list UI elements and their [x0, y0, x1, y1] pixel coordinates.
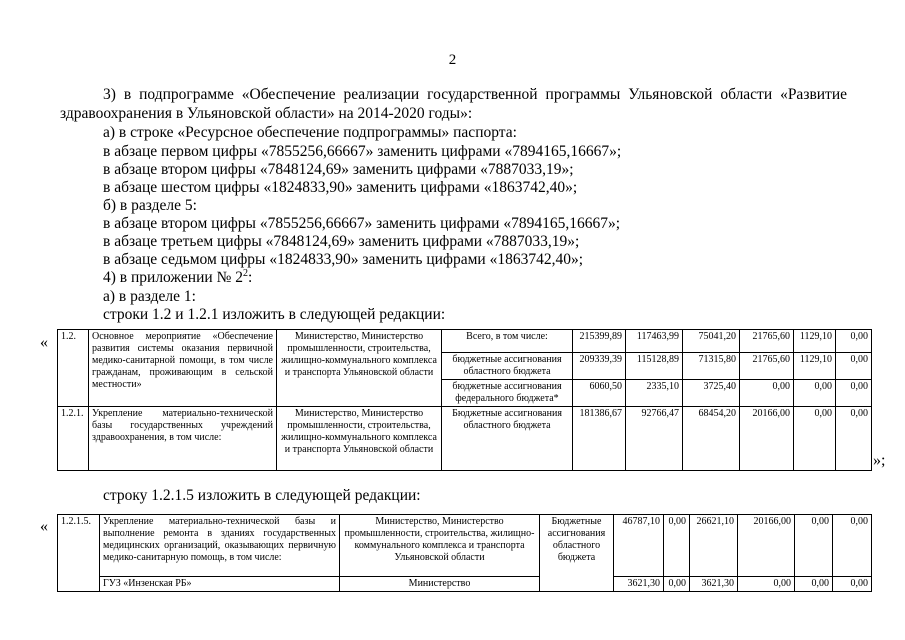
paragraph-subprogram-line2: здравоохранения в Ульяновской области» на 2014-2020 годы»: — [60, 105, 473, 122]
second-instruction: строку 1.2.1.5 изложить в следующей редакции: — [103, 487, 421, 504]
table1-close-quote: »; — [873, 452, 886, 469]
value-cell: 3725,40 — [683, 380, 740, 407]
value-cell: 68454,20 — [683, 407, 740, 471]
item-a-line3: в абзаце шестом цифры «1824833,90» заменить цифрами «1863742,40»; — [103, 179, 578, 196]
value-cell: 0,00 — [795, 515, 833, 577]
value-cell: 21765,60 — [740, 330, 794, 353]
table-1 — [57, 329, 872, 471]
table1-open-quote: « — [40, 334, 48, 351]
value-cell: 0,00 — [836, 353, 872, 380]
value-cell: 1129,10 — [794, 330, 836, 353]
item-b-line1: в абзаце втором цифры «7855256,66667» заменить цифрами «7894165,16667»; — [103, 215, 620, 232]
item-a: а) в строке «Ресурсное обеспечение подпрограммы» паспорта: — [103, 124, 517, 141]
value-cell: 0,00 — [836, 380, 872, 407]
value-cell: 6060,50 — [573, 380, 626, 407]
row-name: Укрепление материально-технической базы и выполнение ремонта в зданиях государственных медицинских организаций, оказывающих первичную медико-санитарную помощь, в том числе: — [100, 515, 340, 577]
value-cell: 92766,47 — [626, 407, 683, 471]
table-row — [58, 330, 872, 353]
row-executor: Министерство — [340, 577, 540, 592]
source-label: бюджетные ассигнования федерального бюджета* — [442, 380, 573, 407]
item-b: б) в разделе 5: — [103, 197, 197, 214]
value-cell: 0,00 — [664, 515, 690, 577]
value-cell: 3621,30 — [614, 577, 664, 592]
value-cell: 75041,20 — [683, 330, 740, 353]
value-cell: 71315,80 — [683, 353, 740, 380]
row-executor: Министерство, Министерство промышленности, строительства, жилищно-коммунального комплекса и транспорта Ульяновской области — [340, 515, 540, 577]
value-cell: 1129,10 — [794, 353, 836, 380]
value-cell: 0,00 — [833, 515, 872, 577]
source-label: бюджетные ассигнования областного бюджета — [442, 353, 573, 380]
value-cell: 0,00 — [664, 577, 690, 592]
page-number: 2 — [448, 52, 457, 68]
row-number: 1.2. — [58, 330, 89, 407]
item-a-line2: в абзаце втором цифры «7848124,69» заменить цифрами «7887033,19»; — [103, 161, 574, 178]
row-number: 1.2.1.5. — [58, 515, 100, 592]
item-b-line2: в абзаце третьем цифры «7848124,69» заменить цифрами «7887033,19»; — [103, 233, 580, 250]
value-cell: 181386,67 — [573, 407, 626, 471]
table-row — [58, 407, 872, 471]
value-cell: 0,00 — [794, 380, 836, 407]
table-2 — [57, 514, 872, 592]
paragraph-subprogram-line1: 3) в подпрограмме «Обеспечение реализации государственной программы Ульяновской области «Развитие — [103, 86, 847, 103]
value-cell: 21765,60 — [740, 353, 794, 380]
value-cell: 0,00 — [833, 577, 872, 592]
row-number: 1.2.1. — [58, 407, 89, 471]
source-label: Всего, в том числе: — [442, 330, 573, 353]
value-cell: 3621,30 — [690, 577, 738, 592]
value-cell: 117463,99 — [626, 330, 683, 353]
value-cell: 0,00 — [794, 407, 836, 471]
row-executor: Министерство, Министерство промышленности, строительства, жилищно-коммунального комплекса и транспорта Ульяновской области — [277, 330, 442, 407]
value-cell: 46787,10 — [614, 515, 664, 577]
item-b-line3: в абзаце седьмом цифры «1824833,90» заменить цифрами «1863742,40»; — [103, 251, 584, 268]
value-cell: 0,00 — [738, 577, 795, 592]
table2-open-quote: « — [40, 518, 48, 535]
table-row — [58, 577, 872, 592]
item-a-line1: в абзаце первом цифры «7855256,66667» заменить цифрами «7894165,16667»; — [103, 143, 622, 160]
item-4 — [103, 269, 252, 287]
item-4a: а) в разделе 1: — [103, 288, 196, 305]
row-name: Укрепление материально-технической базы государственных учреждений здравоохранения, в том числе: — [89, 407, 277, 471]
value-cell: 26621,10 — [690, 515, 738, 577]
row-name: ГУЗ «Инзенская РБ» — [100, 577, 340, 592]
item-4-superscript: 2 — [242, 267, 248, 279]
item-4-text: 4) в приложении № 2 — [103, 269, 243, 286]
value-cell: 0,00 — [836, 330, 872, 353]
value-cell: 0,00 — [836, 407, 872, 471]
table-row — [58, 515, 872, 577]
source-label: Бюджетные ассигнования областного бюджета — [540, 515, 614, 592]
value-cell: 2335,10 — [626, 380, 683, 407]
value-cell: 0,00 — [740, 380, 794, 407]
value-cell: 209339,39 — [573, 353, 626, 380]
value-cell: 115128,89 — [626, 353, 683, 380]
item-4a-text: строки 1.2 и 1.2.1 изложить в следующей редакции: — [103, 306, 446, 323]
source-label: Бюджетные ассигнования областного бюджета — [442, 407, 573, 471]
value-cell: 0,00 — [795, 577, 833, 592]
row-executor: Министерство, Министерство промышленности, строительства, жилищно-коммунального комплекса и транспорта Ульяновской области — [277, 407, 442, 471]
value-cell: 215399,89 — [573, 330, 626, 353]
value-cell: 20166,00 — [738, 515, 795, 577]
row-name: Основное мероприятие «Обеспечение развития системы оказания первичной медико-санитарной помощи, в том числе гражданам, проживающим в сельской местности» — [89, 330, 277, 407]
item-4-colon: : — [247, 269, 253, 286]
value-cell: 20166,00 — [740, 407, 794, 471]
